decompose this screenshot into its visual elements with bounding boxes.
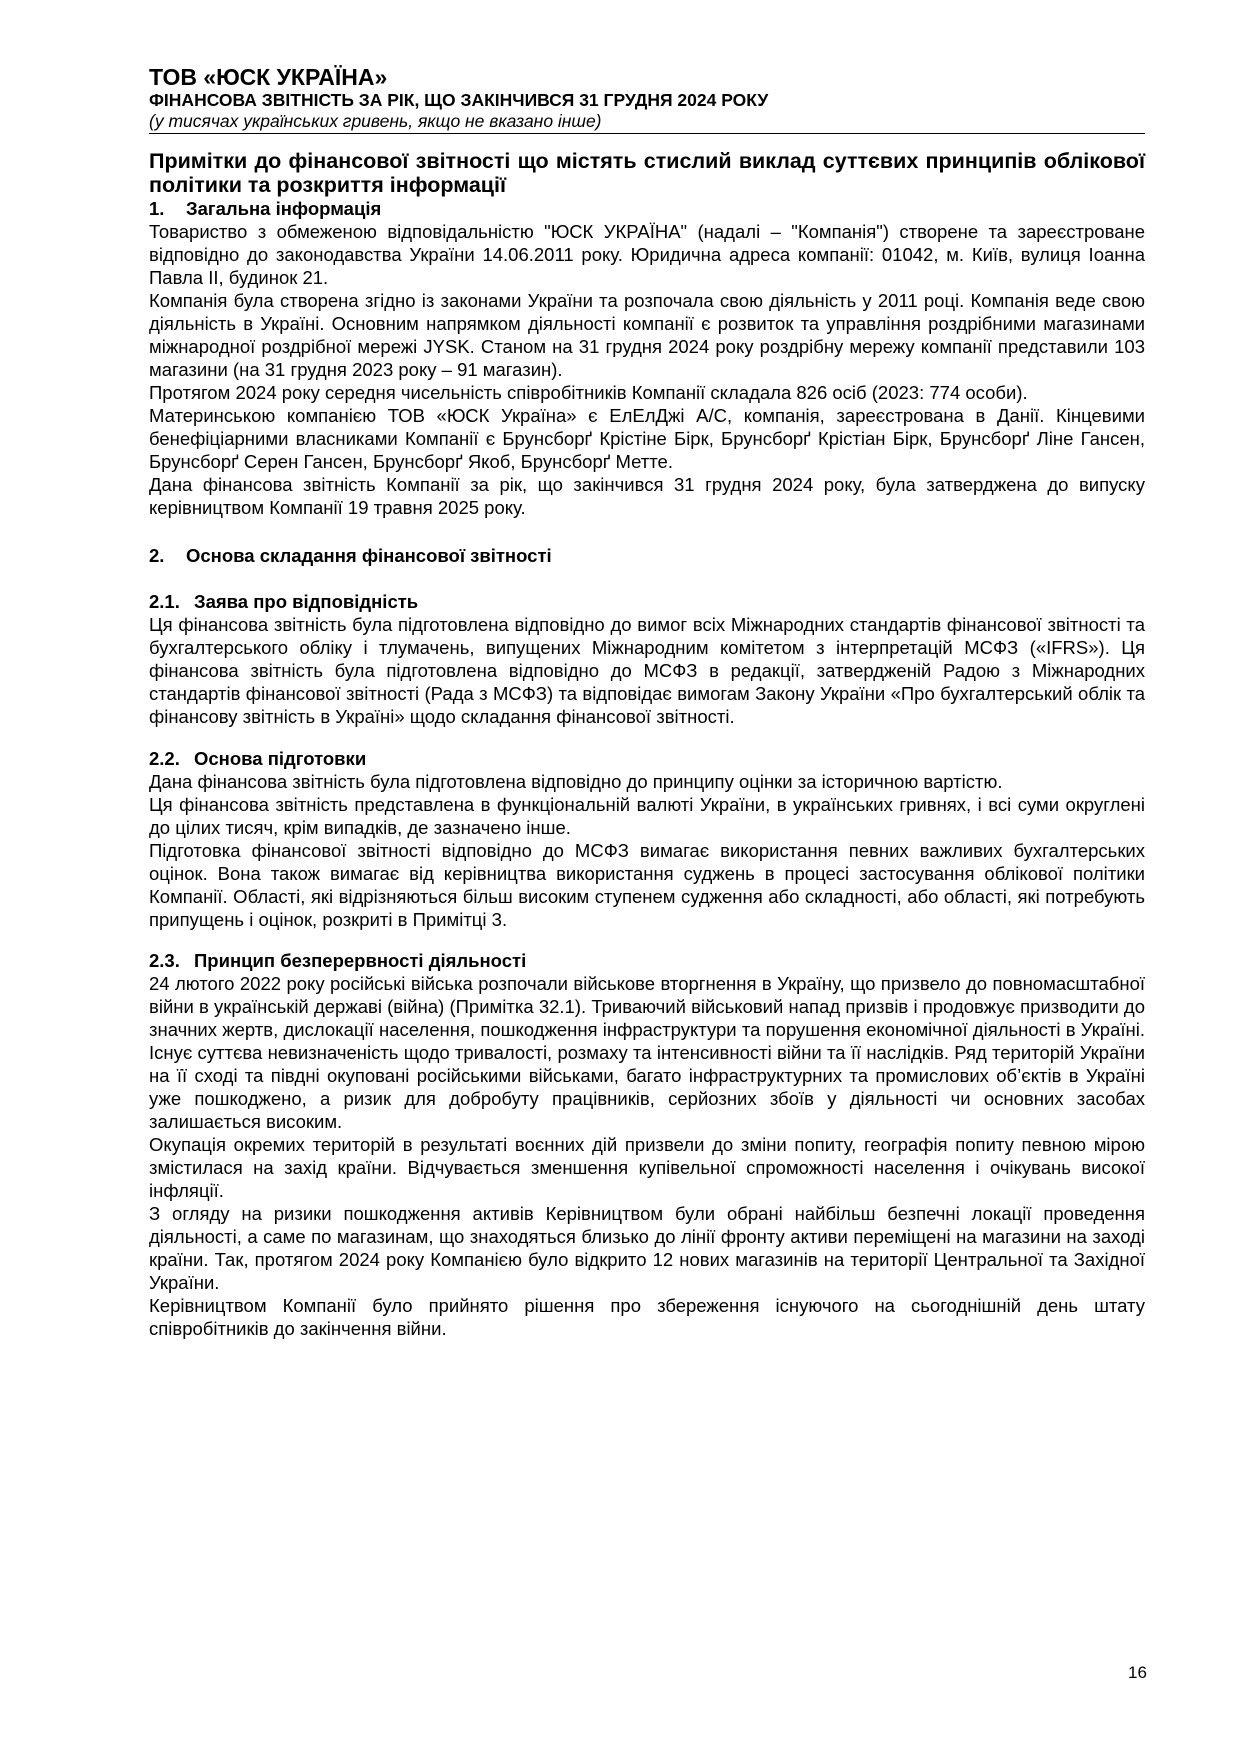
- section-number: 2.: [149, 545, 165, 566]
- paragraph: Дана фінансова звітність була підготовлена відповідно до принципу оцінки за історичною вартістю.: [149, 771, 1003, 792]
- section-title: Загальна інформація: [186, 198, 382, 219]
- section-1-heading: [149, 197, 1145, 220]
- paragraph: Ця фінансова звітність була підготовлена відповідно до вимог всіх Міжнародних стандартів фінансової звітності та бухгалтерського обліку і тлумачень, випущених Міжнародним комітетом з інтерпретацій МСФЗ («IFRS»). Ця фінансова звітність була підготовлена відповідно до МСФЗ в редакції, затвердженій Радою з Міжнародних стандартів фінансової звітності (Рада з МСФЗ) та відповідає вимогам Закону України «Про бухгалтерський облік та фінансову звітність в Україні» щодо складання фінансової звітності.: [149, 614, 1145, 727]
- paragraph: Дана фінансова звітність Компанії за рік, що закінчився 31 грудня 2024 року, була затверджена до випуску керівництвом Компанії 19 травня 2025 року.: [149, 474, 1145, 518]
- company-name: ТОВ «ЮСК УКРАЇНА»: [149, 64, 388, 90]
- section-number: 2.1.: [149, 591, 180, 612]
- section-2-2-heading: [149, 747, 1145, 770]
- section-number: 1.: [149, 198, 165, 219]
- paragraph: З огляду на ризики пошкодження активів Керівництвом були обрані найбільш безпечні локації проведення діяльності, а саме по магазинам, що знаходяться близько до лінії фронту активи переміщені на магазини на заході країни. Так, протягом 2024 року Компанією було відкрито 12 нових магазинів на території Центральної та Західної України.: [149, 1203, 1145, 1293]
- paragraph: Підготовка фінансової звітності відповідно до МСФЗ вимагає використання певних важливих бухгалтерських оцінок. Вона також вимагає від керівництва використання суджень в процесі застосування облікової політики Компанії. Області, які відрізняються більш високим ступенем судження або складності, або області, які потребують припущень і оцінок, розкриті в Примітці 3.: [149, 840, 1145, 930]
- section-title: Принцип безперервності діяльності: [194, 950, 527, 971]
- document-page: [149, 64, 1145, 1340]
- paragraph: Компанія була створена згідно із законами України та розпочала свою діяльність у 2011 році. Компанія веде свою діяльність в Україні. Основним напрямком діяльності компанії є розвиток та управління роздрібними магазинами міжнародної роздрібної мережі JYSK. Станом на 31 грудня 2024 року роздрібну мережу компанії представили 103 магазини (на 31 грудня 2023 року – 91 магазин).: [149, 290, 1145, 380]
- section-2-3-heading: [149, 949, 1145, 972]
- notes-title: Примітки до фінансової звітності що містять стислий виклад суттєвих принципів облікової політики та розкриття інформації: [149, 149, 1145, 197]
- statement-title: ФІНАНСОВА ЗВІТНІСТЬ ЗА РІК, ЩО ЗАКІНЧИВСЯ 31 ГРУДНЯ 2024 РОКУ: [149, 90, 769, 110]
- section-title: Основа складання фінансової звітності: [186, 545, 552, 566]
- page-number: 16: [1128, 1663, 1147, 1682]
- paragraph: Протягом 2024 року середня чисельність співробітників Компанії складала 826 осіб (2023: 774 особи).: [149, 382, 1028, 403]
- paragraph: Ця фінансова звітність представлена в функціональній валюті України, в українських гривнях, і всі суми округлені до цілих тисяч, крім випадків, де зазначено інше.: [149, 794, 1145, 838]
- paragraph: Товариство з обмеженою відповідальністю "ЮСК УКРАЇНА" (надалі – "Компанія") створене та зареєстроване відповідно до законодавства України 14.06.2011 року. Юридична адреса компанії: 01042, м. Київ, вулиця Іоанна Павла ІІ, будинок 21.: [149, 221, 1145, 288]
- currency-note: (у тисячах українських гривень, якщо не вказано інше): [149, 111, 602, 131]
- section-2-heading: [149, 544, 1145, 567]
- header-divider: [149, 133, 1145, 134]
- section-title: Основа підготовки: [194, 748, 367, 769]
- paragraph: Окупація окремих територій в результаті воєнних дій призвели до зміни попиту, географія попиту певною мірою змістилася на захід країни. Відчувається зменшення купівельної спроможності населення і очікувань високої інфляції.: [149, 1134, 1145, 1201]
- paragraph: 24 лютого 2022 року російські війська розпочали військове вторгнення в Україну, що призвело до повномасштабної війни в українській державі (війна) (Примітка 32.1). Триваючий військовий напад призвів і продовжує призводити до значних жертв, дислокації населення, пошкодження інфраструктури та порушення економічної діяльності в Україні. Існує суттєва невизначеність щодо тривалості, розмаху та інтенсивності війни та її наслідків. Ряд територій України на її сході та півдні окуповані російськими військами, багато інфраструктурних та промислових об’єктів в Україні уже пошкоджено, а ризик для добробуту працівників, серйозних збоїв у діяльності чи основних засобах залишається високим.: [149, 973, 1145, 1132]
- paragraph: Материнською компанією ТОВ «ЮСК Україна» є ЕлЕлДжі А/С, компанія, зареєстрована в Данії. Кінцевими бенефіціарними власниками Компанії є Брунсборґ Крістіне Бірк, Брунсборґ Крістіан Бірк, Брунсборґ Ліне Гансен, Брунсборґ Серен Гансен, Брунсборґ Якоб, Брунсборґ Метте.: [149, 405, 1145, 472]
- section-title: Заява про відповідність: [194, 591, 419, 612]
- section-2-1-heading: [149, 590, 1145, 613]
- section-number: 2.3.: [149, 950, 180, 971]
- paragraph: Керівництвом Компанії було прийнято рішення про збереження існуючого на сьогоднішній день штату співробітників до закінчення війни.: [149, 1295, 1145, 1339]
- section-number: 2.2.: [149, 748, 180, 769]
